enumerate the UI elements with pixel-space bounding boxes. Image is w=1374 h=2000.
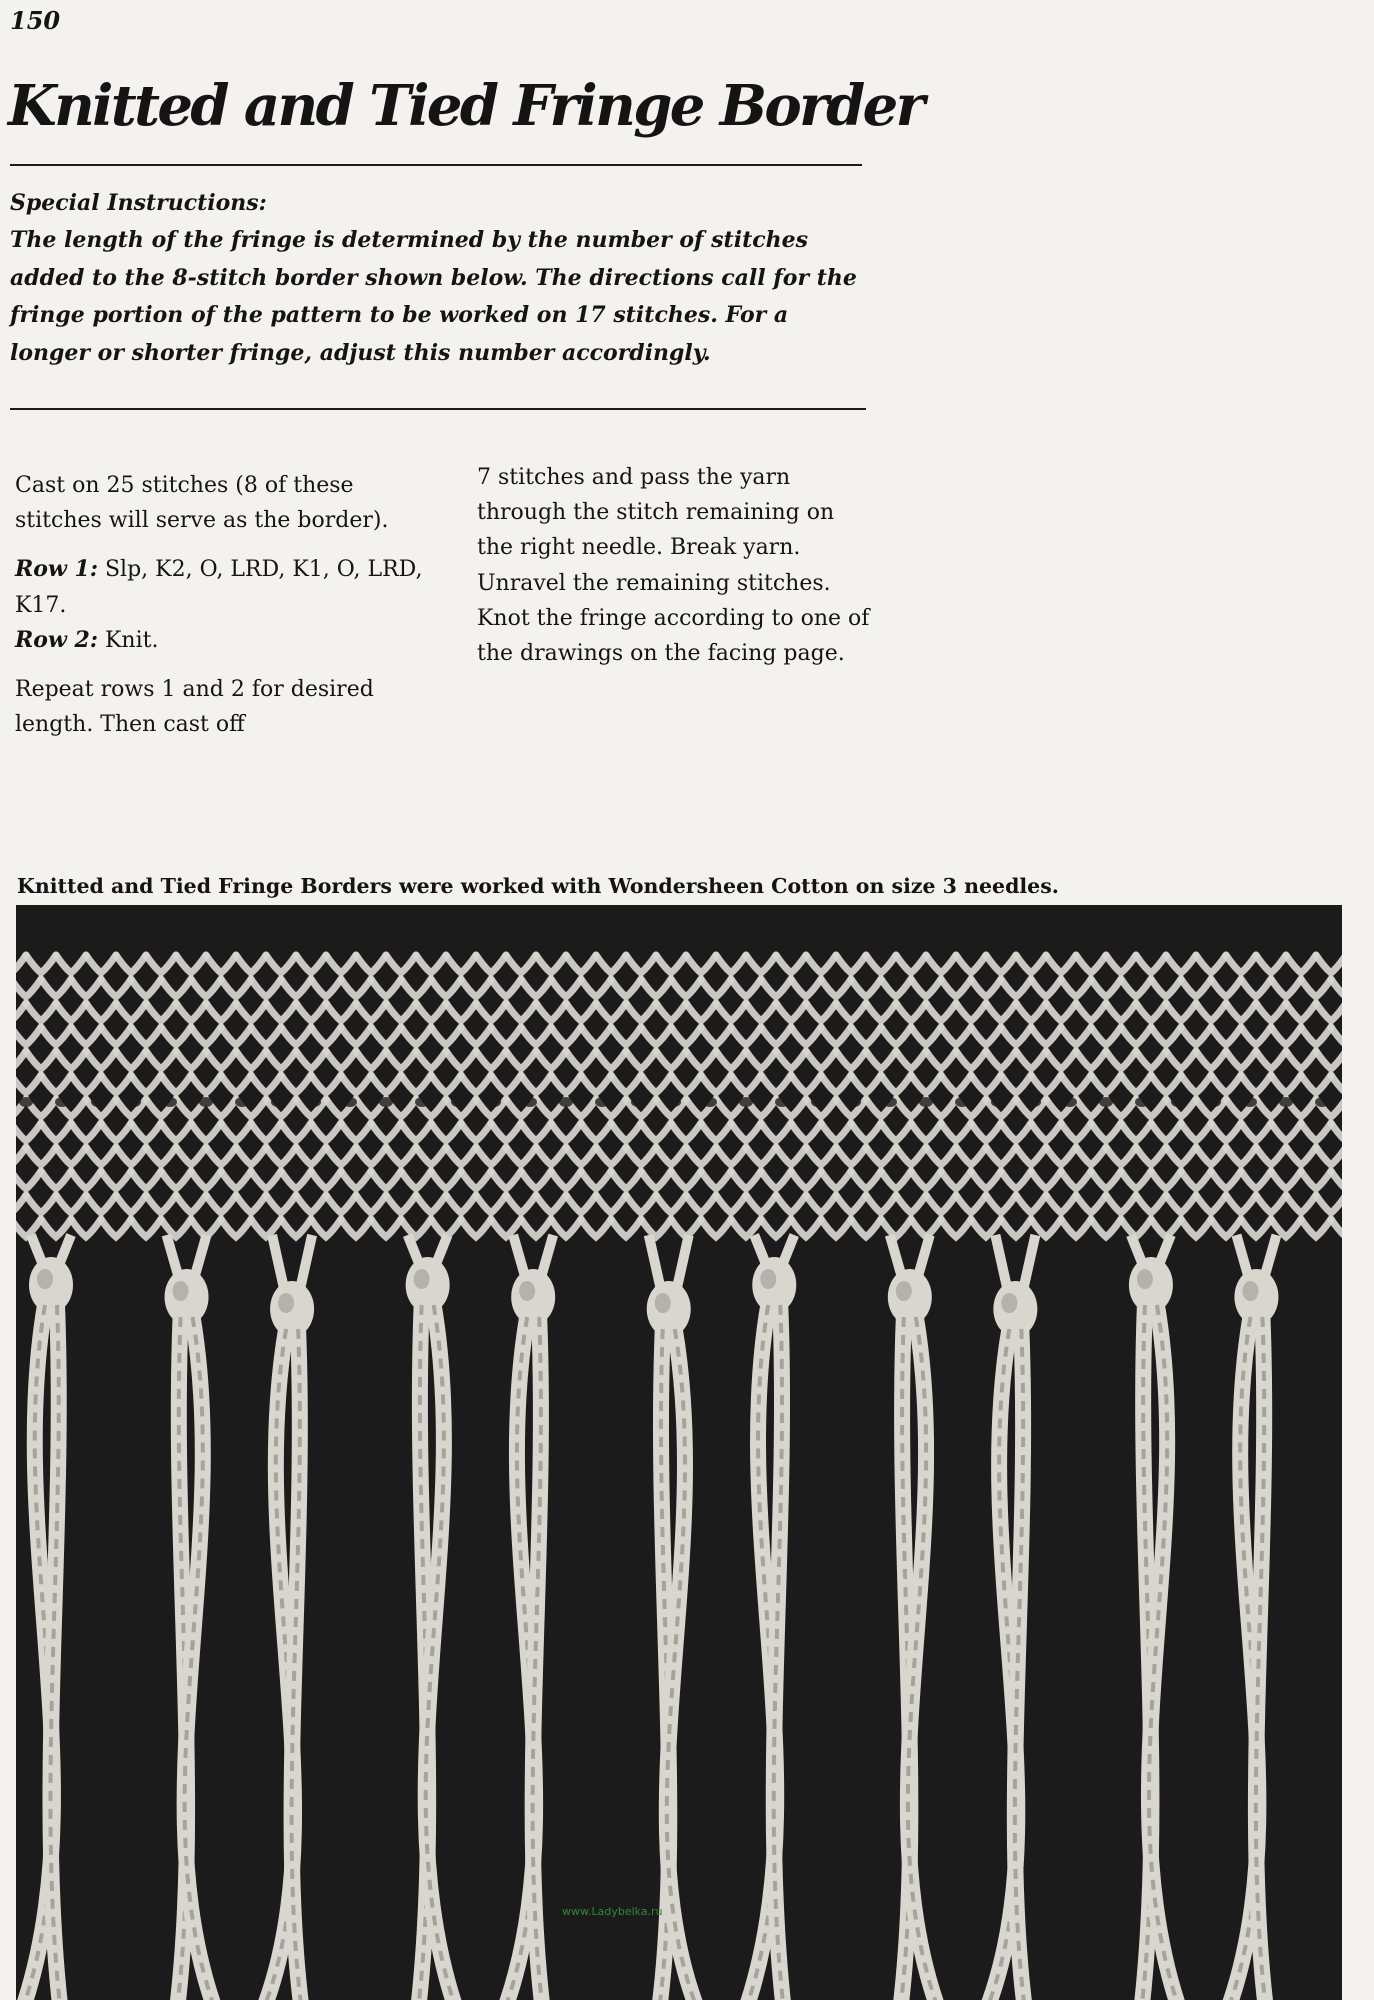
repeat-text: Repeat rows 1 and 2 for desired length. Then cast off bbox=[15, 676, 374, 738]
row-2-label: Row 2: bbox=[15, 626, 98, 653]
eyelet-hole bbox=[415, 1097, 429, 1107]
fringe-strand bbox=[292, 1329, 302, 2000]
row-2-instruction bbox=[15, 623, 425, 658]
eyelet-hole bbox=[631, 1097, 645, 1107]
eyelet-hole bbox=[343, 1097, 357, 1107]
page-number: 150 bbox=[10, 6, 61, 35]
eyelet-hole bbox=[1099, 1097, 1113, 1107]
special-instructions-text: The length of the fringe is determined by the number of stitches added to the 8-stitch border shown below. The directions call for the fringe portion of the pattern to be worked on 17 stitches. For a longer or shorter fringe, adjust this number accordingly. bbox=[10, 227, 857, 366]
eyelet-hole bbox=[451, 1097, 465, 1107]
eyelet-hole bbox=[1315, 1097, 1329, 1107]
eyelet-hole bbox=[55, 1097, 69, 1107]
instructions-right-column bbox=[477, 460, 877, 671]
eyelet-hole bbox=[271, 1097, 285, 1107]
eyelet-hole bbox=[127, 1097, 141, 1107]
eyelet-hole bbox=[307, 1097, 321, 1107]
instructions-left-column bbox=[15, 468, 425, 742]
knot-shade bbox=[414, 1269, 430, 1289]
eyelet-hole bbox=[19, 1097, 33, 1107]
continued-text: 7 stitches and pass the yarn through the stitch remaining on the right needle. Break yarn. Unravel the remaining stitches. bbox=[477, 465, 835, 596]
knot-shade bbox=[173, 1281, 189, 1301]
eyelet-hole bbox=[523, 1097, 537, 1107]
eyelet-hole bbox=[667, 1097, 681, 1107]
eyelet-hole bbox=[199, 1097, 213, 1107]
eyelet-hole bbox=[991, 1097, 1005, 1107]
cast-on-text: Cast on 25 stitches (8 of these stitches will serve as the border). bbox=[15, 473, 389, 534]
knot-shade bbox=[37, 1269, 53, 1289]
eyelet-hole bbox=[163, 1097, 177, 1107]
eyelet-hole bbox=[703, 1097, 717, 1107]
eyelet-hole bbox=[919, 1097, 933, 1107]
eyelet-hole bbox=[955, 1097, 969, 1107]
row-1-instruction bbox=[15, 552, 425, 622]
knot-shade bbox=[519, 1281, 535, 1301]
eyelet-hole bbox=[883, 1097, 897, 1107]
eyelet-hole bbox=[775, 1097, 789, 1107]
knot-shade bbox=[278, 1293, 294, 1313]
row-1-text: Slp, K2, O, LRD, K1, O, LRD, K17. bbox=[15, 557, 423, 618]
top-divider bbox=[10, 164, 862, 166]
fringe-strand bbox=[1015, 1329, 1025, 2000]
knot-shade bbox=[1137, 1269, 1153, 1289]
eyelet-hole bbox=[91, 1097, 105, 1107]
photo-caption: Knitted and Tied Fringe Borders were worked with Wondersheen Cotton on size 3 needles. bbox=[17, 874, 1059, 898]
eyelet-hole bbox=[559, 1097, 573, 1107]
row-1-label: Row 1: bbox=[15, 556, 98, 583]
eyelet-hole bbox=[1207, 1097, 1221, 1107]
row-2-text: Knit. bbox=[104, 627, 159, 653]
eyelet-hole bbox=[1027, 1097, 1041, 1107]
knot-shade bbox=[896, 1281, 912, 1301]
page-title: Knitted and Tied Fringe Border bbox=[8, 73, 923, 139]
watermark: www.Ladybelka.ru bbox=[562, 1905, 663, 1918]
eyelet-hole bbox=[235, 1097, 249, 1107]
eyelet-hole bbox=[1243, 1097, 1257, 1107]
eyelet-hole bbox=[1063, 1097, 1077, 1107]
knot-shade bbox=[1242, 1281, 1258, 1301]
fringe-photo bbox=[16, 905, 1342, 2000]
eyelet-hole bbox=[379, 1097, 393, 1107]
eyelet-hole bbox=[811, 1097, 825, 1107]
knot-shade bbox=[655, 1293, 671, 1313]
eyelet-hole bbox=[487, 1097, 501, 1107]
knot-shade bbox=[1001, 1293, 1017, 1313]
eyelet-hole bbox=[1135, 1097, 1149, 1107]
special-instructions-heading: Special Instructions: bbox=[10, 190, 267, 216]
special-instructions bbox=[10, 185, 872, 372]
eyelet-hole bbox=[739, 1097, 753, 1107]
knot-text: Knot the fringe according to one of the drawings on the facing page. bbox=[477, 605, 870, 666]
eyelet-hole bbox=[595, 1097, 609, 1107]
eyelet-hole bbox=[847, 1097, 861, 1107]
bottom-divider bbox=[10, 408, 866, 410]
knot-shade bbox=[760, 1269, 776, 1289]
eyelet-hole bbox=[1279, 1097, 1293, 1107]
fringe-illustration bbox=[16, 905, 1342, 2000]
eyelet-hole bbox=[1171, 1097, 1185, 1107]
